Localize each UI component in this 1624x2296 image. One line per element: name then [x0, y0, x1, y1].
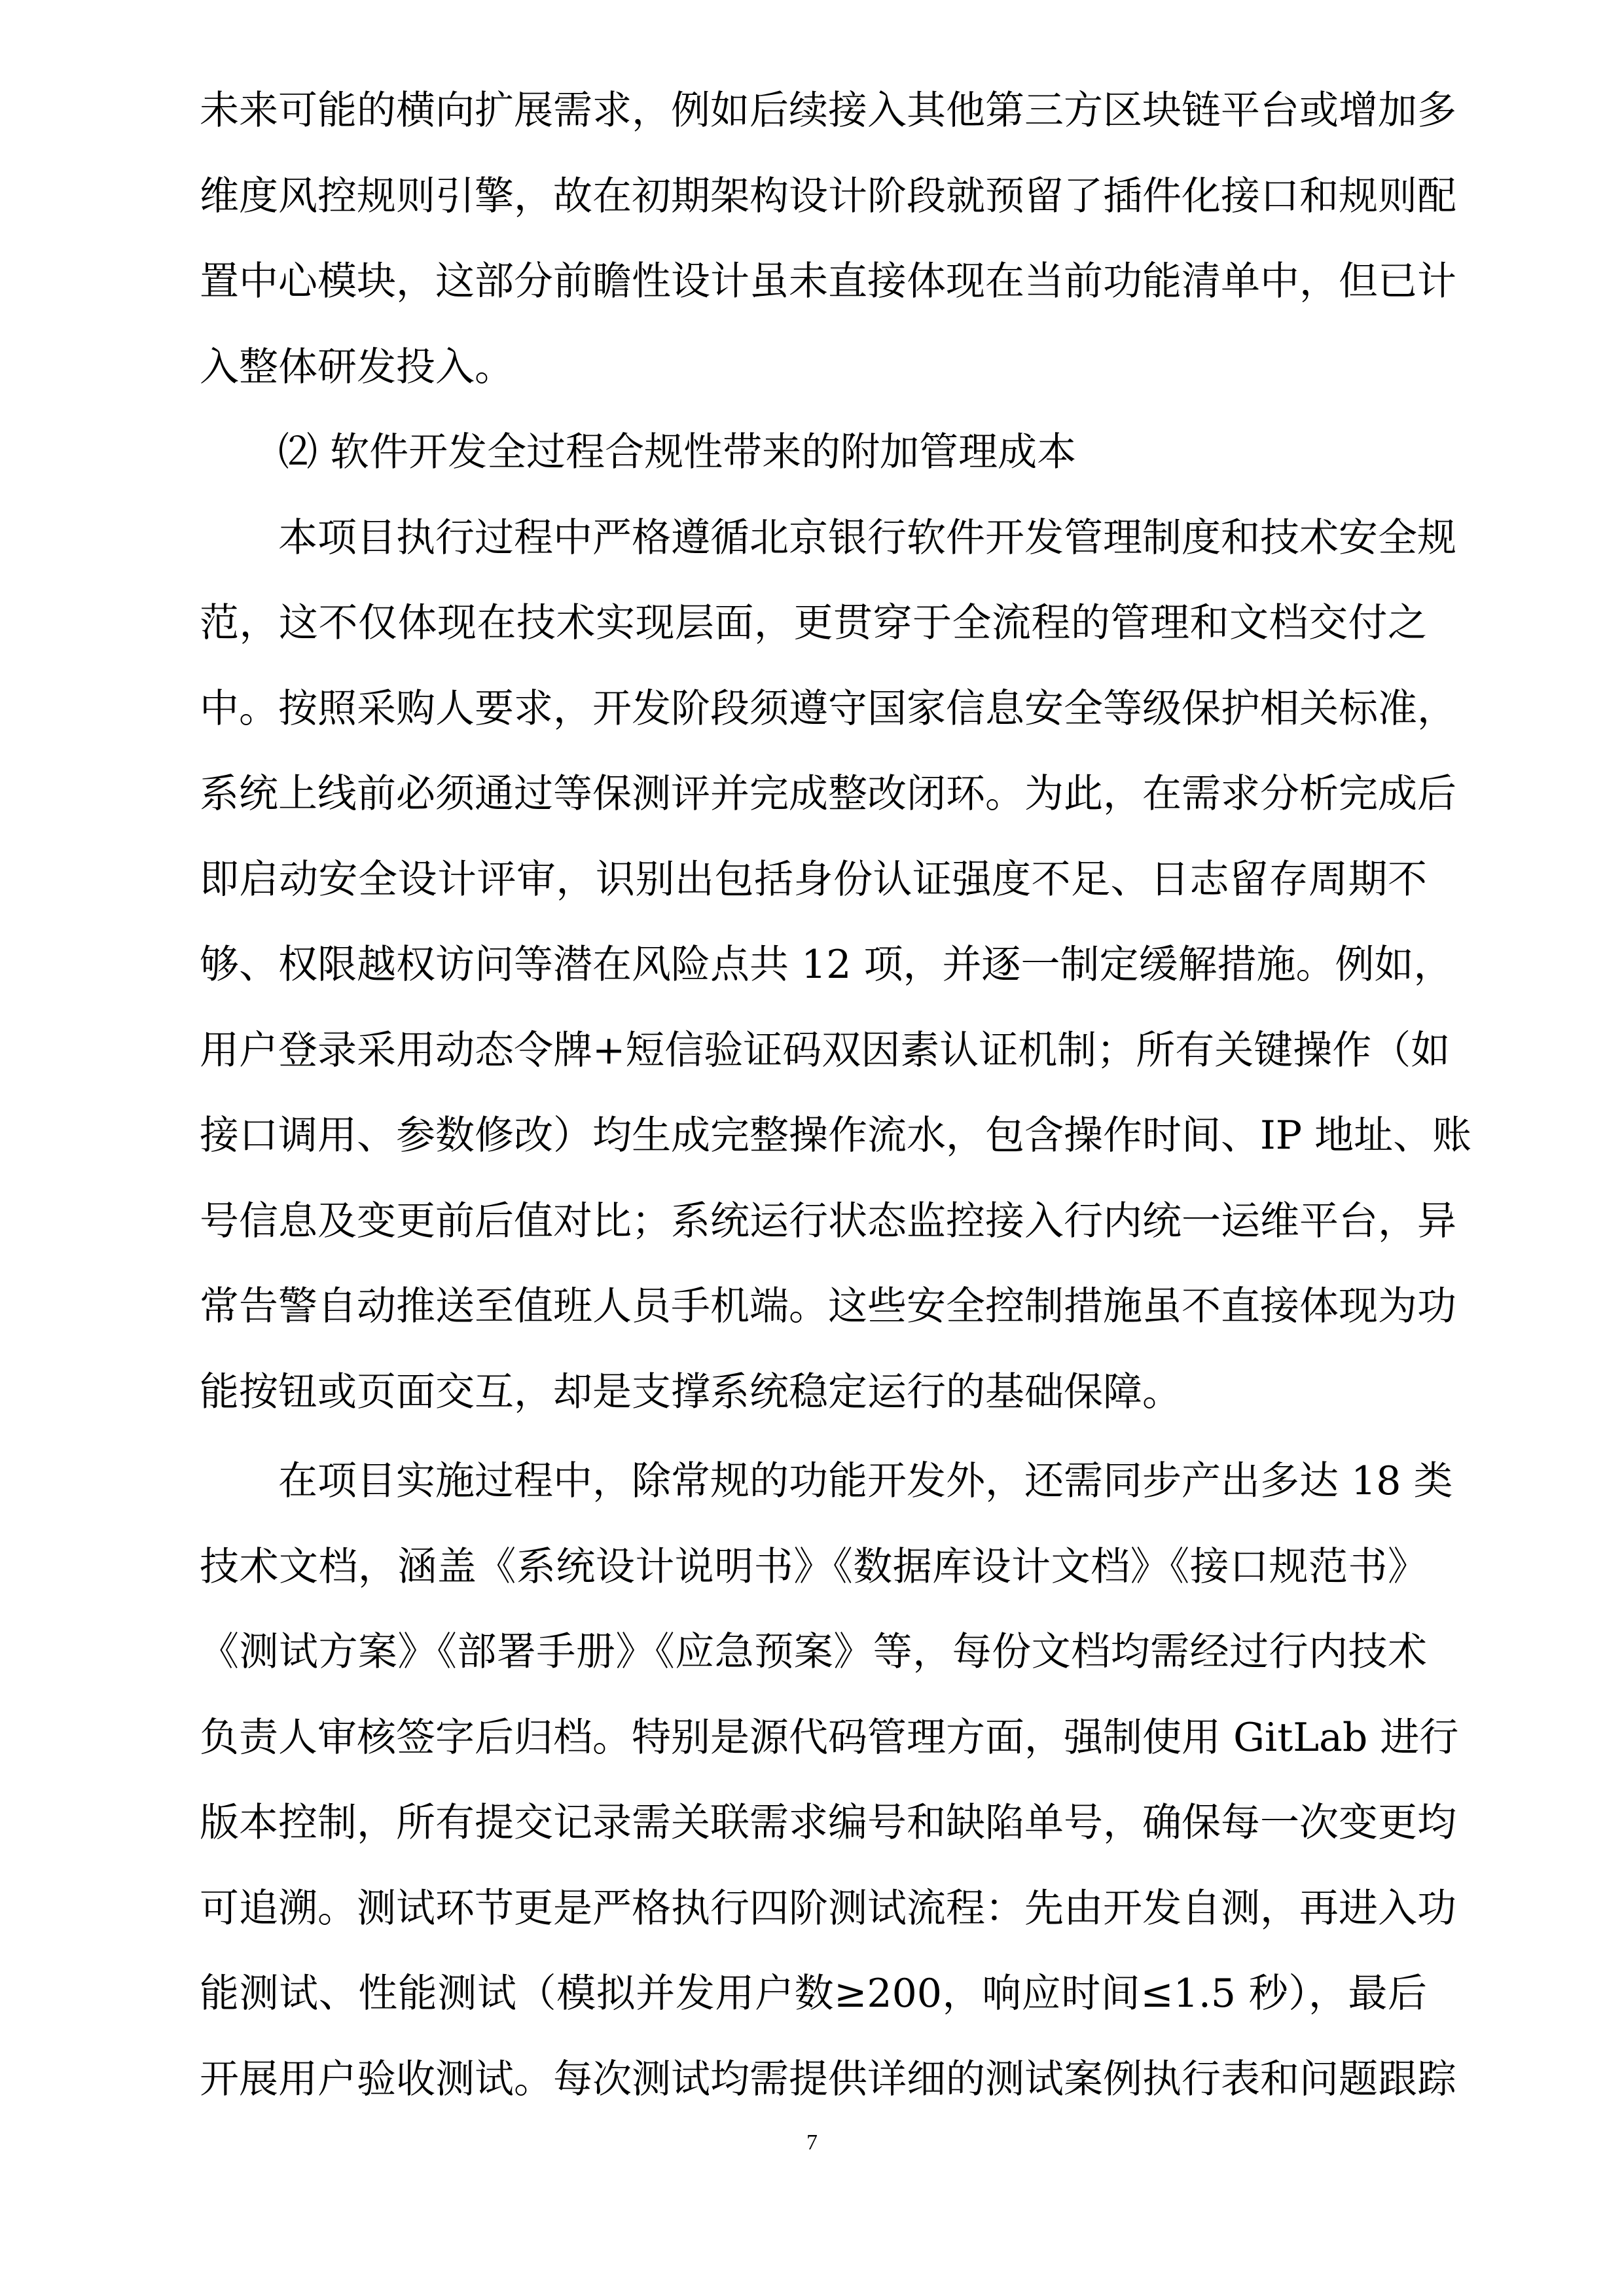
text-line: 号信息及变更前后值对比；系统运行状态监控接入行内统一运维平台，异	[200, 1198, 1456, 1244]
text-line: 本项目执行过程中严格遵循北京银行软件开发管理制度和技术安全规	[278, 514, 1456, 561]
text-line: 技术文档，涵盖《系统设计说明书》《数据库设计文档》《接口规范书》	[200, 1543, 1427, 1590]
section-heading	[200, 410, 1427, 495]
text-line: 范，这不仅体现在技术实现层面，更贯穿于全流程的管理和文档交付之	[200, 600, 1427, 646]
text-line: 版本控制，所有提交记录需关联需求编号和缺陷单号，确保每一次变更均	[200, 1800, 1456, 1846]
text-line: 够、权限越权访问等潜在风险点共 12 项，并逐一制定缓解措施。例如，	[200, 942, 1453, 988]
text-line: 开展用户验收测试。每次测试均需提供详细的测试案例执行表和问题跟踪	[200, 2056, 1456, 2102]
text-line: 系统上线前必须通过等保测评并完成整改闭环。为此，在需求分析完成后	[200, 771, 1456, 817]
text-line: 能按钮或页面交互，却是支撑系统稳定运行的基础保障。	[200, 1369, 1182, 1415]
text-line: 常告警自动推送至值班人员手机端。这些安全控制措施虽不直接体现为功	[200, 1283, 1456, 1329]
body-text	[200, 68, 1472, 2122]
paragraph	[200, 1439, 1459, 2122]
page-number: 7	[806, 2130, 818, 2155]
paragraph	[200, 68, 1456, 410]
text-line: 《测试方案》《部署手册》《应急预案》等，每份文档均需经过行内技术	[200, 1629, 1427, 1675]
text-line: 即启动安全设计评审，识别出包括身份认证强度不足、日志留存周期不	[200, 856, 1427, 903]
text-line: 在项目实施过程中，除常规的功能开发外，还需同步产出多达 18 类	[278, 1458, 1453, 1504]
paragraph	[200, 495, 1472, 1435]
text-line: 用户登录采用动态令牌+短信验证码双因素认证机制；所有关键操作（如	[200, 1027, 1451, 1073]
heading-text: ⑵ 软件开发全过程合规性带来的附加管理成本	[278, 429, 1077, 475]
text-line: 置中心模块，这部分前瞻性设计虽未直接体现在当前功能清单中，但已计	[200, 259, 1456, 304]
text-line: 负责人审核签字后归档。特别是源代码管理方面，强制使用 GitLab 进行	[200, 1714, 1459, 1761]
text-line: 中。按照采购人要求，开发阶段须遵守国家信息安全等级保护相关标准，	[200, 685, 1456, 732]
text-line: 接口调用、参数修改）均生成完整操作流水，包含操作时间、IP 地址、账	[200, 1113, 1472, 1158]
text-line: 入整体研发投入。	[200, 344, 514, 390]
text-line: 未来可能的横向扩展需求，例如后续接入其他第三方区块链平台或增加多	[200, 88, 1456, 134]
text-line: 维度风控规则引擎，故在初期架构设计阶段就预留了插件化接口和规则配	[200, 173, 1456, 219]
text-line: 可追溯。测试环节更是严格执行四阶测试流程：先由开发自测，再进入功	[200, 1885, 1456, 1931]
text-line: 能测试、性能测试（模拟并发用户数≥200，响应时间≤1.5 秒），最后	[200, 1971, 1427, 2017]
